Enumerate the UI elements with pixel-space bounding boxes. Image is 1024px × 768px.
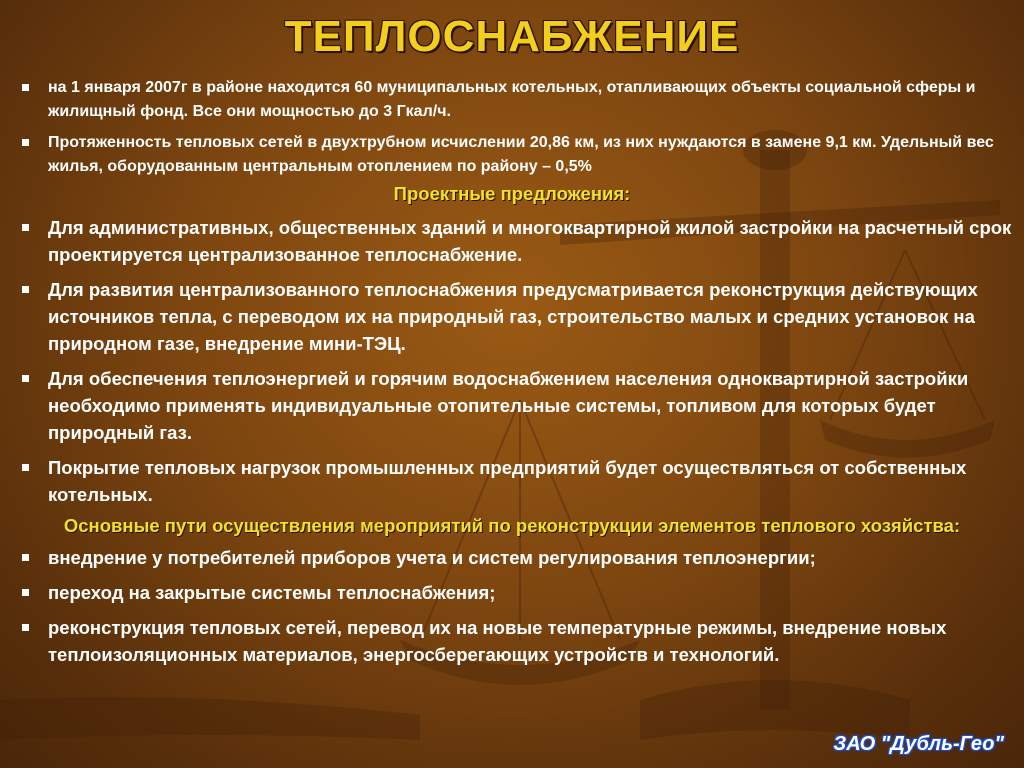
list-item: [12, 579, 1012, 606]
list-item: [12, 76, 1012, 124]
list-item: [12, 614, 1012, 668]
ways-heading: Основные пути осуществления мероприятий по реконструкции элементов теплового хозяйства:: [63, 515, 961, 536]
square-bullet-icon: [22, 139, 29, 146]
list-item: [12, 214, 1012, 268]
square-bullet-icon: [22, 224, 29, 231]
square-bullet-icon: [22, 286, 29, 293]
list-item-text: внедрение у потребителей приборов учета и систем регулирования теплоэнергии;: [48, 547, 816, 568]
list-item: [12, 544, 1012, 571]
list-item-text: на 1 января 2007г в районе находится 60 муниципальных котельных, отапливающих объекты социальной сферы и жилищный фонд. Все они мощностью до 3 Гкал/ч.: [48, 79, 976, 120]
list-item-text: реконструкция тепловых сетей, перевод их на новые температурные режимы, внедрение новых теплоизоляционных материалов, энергосберегающих устройств и технологий.: [48, 617, 947, 665]
list-item-text: Для административных, общественных зданий и многоквартирной жилой застройки на расчетный срок проектируется централизованное теплоснабжение.: [48, 217, 1012, 265]
slide-title: ТЕПЛОСНАБЖЕНИЕ: [284, 12, 740, 61]
company-label: ЗАО "Дубль-Гео": [833, 733, 1004, 755]
list-item: [12, 454, 1012, 508]
square-bullet-icon: [22, 554, 29, 561]
slide-content: [12, 76, 1012, 676]
list-item: [12, 131, 1012, 179]
list-item-text: переход на закрытые системы теплоснабжения;: [48, 582, 496, 603]
list-item-text: Для обеспечения теплоэнергией и горячим водоснабжением населения одноквартирной застройки необходимо применять индивидуальные отопительные системы, топливом для которых будет природный газ.: [48, 368, 969, 443]
square-bullet-icon: [22, 589, 29, 596]
square-bullet-icon: [22, 624, 29, 631]
square-bullet-icon: [22, 375, 29, 382]
square-bullet-icon: [22, 464, 29, 471]
list-item-text: Покрытие тепловых нагрузок промышленных предприятий будет осуществляться от собственных котельных.: [48, 457, 967, 505]
list-item-text: Протяженность тепловых сетей в двухтрубном исчислении 20,86 км, из них нуждаются в замене 9,1 км. Удельный вес жилья, оборудованным центральным отоплением по району – 0,5%: [48, 134, 994, 175]
square-bullet-icon: [22, 84, 29, 91]
list-item-text: Для развития централизованного теплоснабжения предусматривается реконструкция действующих источников тепла, с переводом их на природный газ, строительство малых и средних установок на природном газе, внедрение мини-ТЭЦ.: [48, 279, 978, 354]
proposals-heading: Проектные предложения:: [393, 183, 631, 204]
list-item: [12, 276, 1012, 357]
list-item: [12, 365, 1012, 446]
